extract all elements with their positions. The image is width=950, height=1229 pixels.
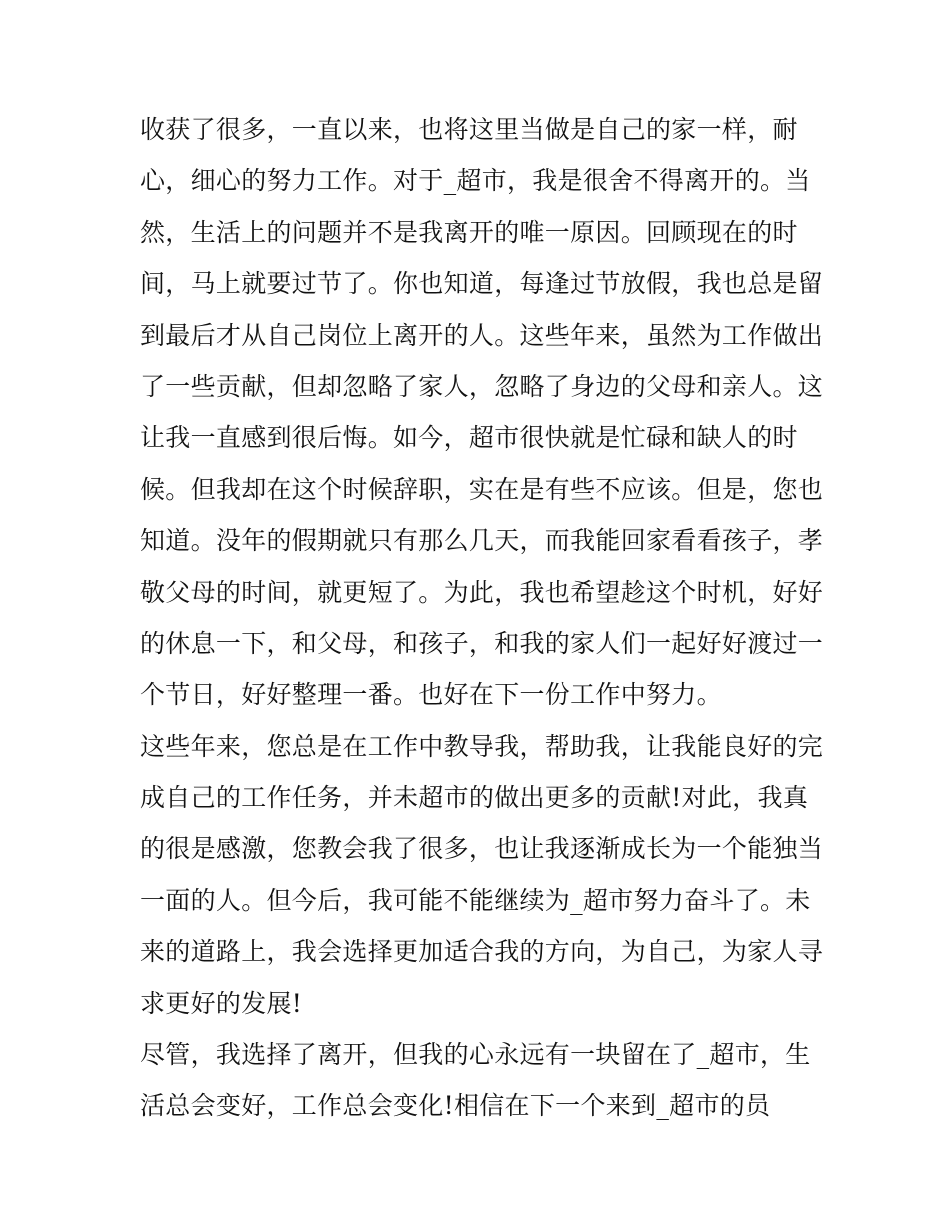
body-text <box>140 104 824 1132</box>
text-line: 候。但我却在这个时候辞职，实在是有些不应该。但是，您也 <box>140 474 824 504</box>
text-line: 间，马上就要过节了。你也知道，每逢过节放假，我也总是留 <box>140 269 824 299</box>
text-line: 这些年来，您总是在工作中教导我，帮助我，让我能良好的完 <box>140 731 824 761</box>
text-line: 收获了很多，一直以来，也将这里当做是自己的家一样，耐 <box>140 115 798 144</box>
text-line: 的很是感激，您教会我了很多，也让我逐渐成长为一个能独当 <box>140 834 824 864</box>
text-line: 知道。没年的假期就只有那么几天，而我能回家看看孩子，孝 <box>140 526 824 556</box>
text-line: 求更好的发展! <box>140 988 303 1018</box>
text-line: 成自己的工作任务，并未超市的做出更多的贡献!对此，我真 <box>140 783 809 813</box>
text-line: 心，细心的努力工作。对于_超市，我是很舍不得离开的。当 <box>140 166 811 196</box>
text-line: 敬父母的时间，就更短了。为此，我也希望趁这个时机，好好 <box>140 577 824 607</box>
text-line: 让我一直感到很后悔。如今，超市很快就是忙碌和缺人的时 <box>140 423 798 453</box>
text-line: 到最后才从自己岗位上离开的人。这些年来，虽然为工作做出 <box>140 320 824 350</box>
text-line: 活总会变好，工作总会变化!相信在下一个来到_超市的员 <box>140 1091 771 1121</box>
text-line: 了一些贡献，但却忽略了家人，忽略了身边的父母和亲人。这 <box>140 371 824 401</box>
text-line: 来的道路上，我会选择更加适合我的方向，为自己，为家人寻 <box>140 937 824 967</box>
text-line: 尽管，我选择了离开，但我的心永远有一块留在了_超市，生 <box>140 1040 811 1070</box>
text-line: 然，生活上的问题并不是我离开的唯一原因。回顾现在的时 <box>140 217 798 247</box>
text-line: 一面的人。但今后，我可能不能继续为_超市努力奋斗了。未 <box>140 885 811 915</box>
text-line: 的休息一下，和父母，和孩子，和我的家人们一起好好渡过一 <box>140 628 824 658</box>
text-line: 个节日，好好整理一番。也好在下一份工作中努力。 <box>140 680 722 710</box>
